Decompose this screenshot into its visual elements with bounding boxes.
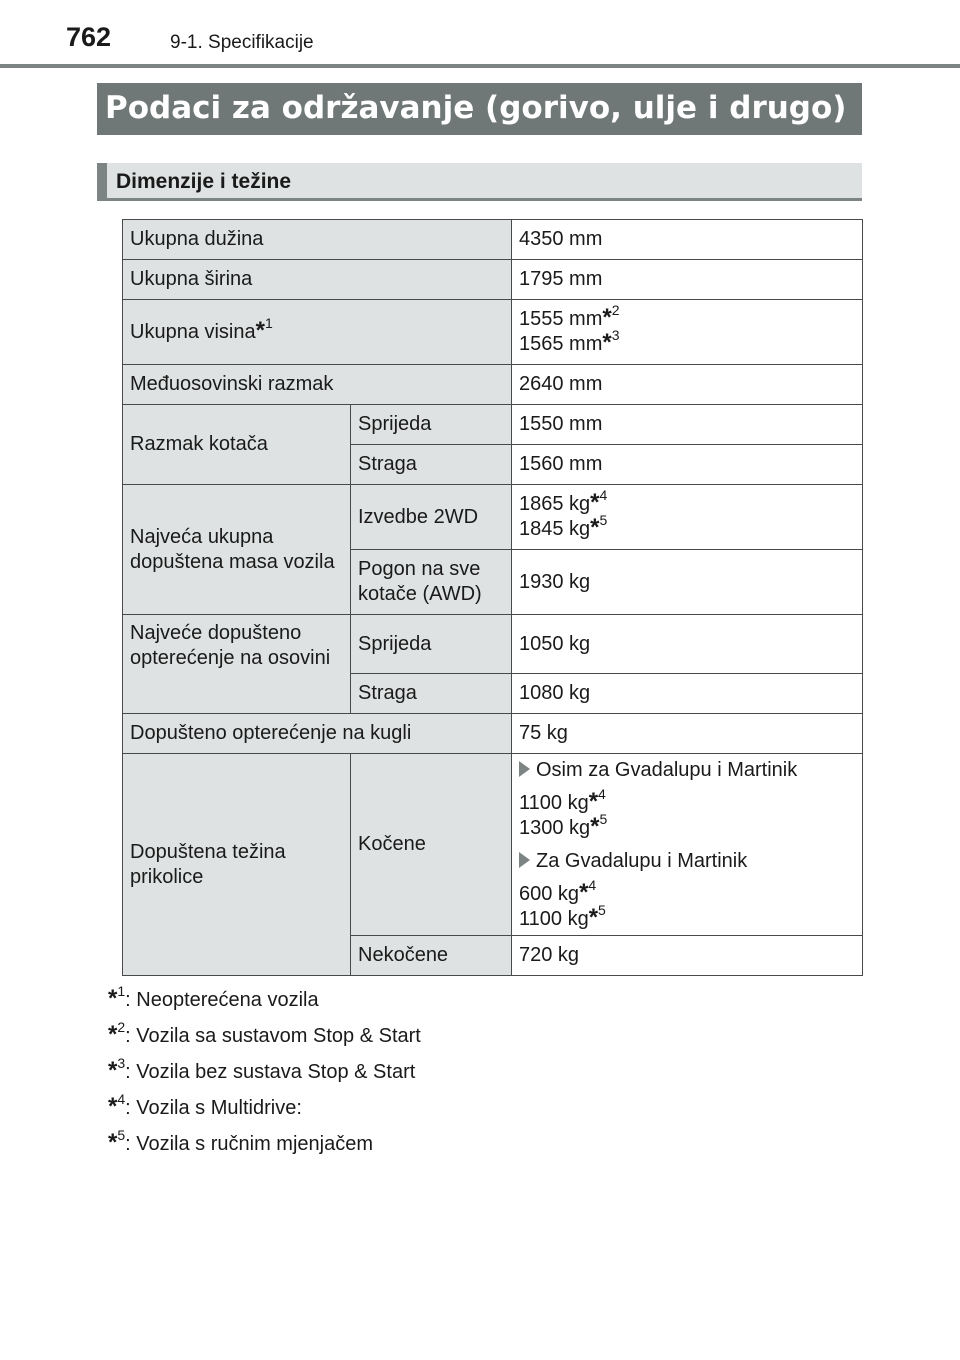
table-row [123, 300, 863, 365]
footnote-star: * [588, 903, 599, 931]
footnote-ref: 4 [588, 876, 597, 893]
gvm-2wd-value: 1865 kg [519, 493, 591, 515]
table-row [123, 220, 863, 260]
overall-width-label: Ukupna širina [123, 260, 512, 300]
footnote-star: * [579, 878, 589, 906]
footnote-star: * [108, 1093, 118, 1120]
gvm-2wd-value: 1845 kg [519, 518, 591, 540]
triangle-bullet-icon [519, 852, 530, 868]
footnote-star: * [108, 985, 118, 1012]
braked-value: 1100 kg [519, 791, 589, 814]
tread-front-label: Sprijeda [351, 405, 512, 445]
footnote-ref: 1 [264, 314, 273, 331]
overall-height-value: 1555 mm [519, 308, 603, 330]
footnote-text: : Neopterećena vozila [125, 989, 319, 1011]
footnote-text: : Vozila bez sustava Stop & Start [125, 1061, 416, 1083]
footnote-star: * [588, 787, 599, 815]
table-row [123, 615, 863, 674]
gvm-awd-value: 1930 kg [512, 550, 863, 615]
footnote [108, 1021, 421, 1057]
tread-rear-label: Straga [351, 445, 512, 485]
footnotes [108, 985, 421, 1165]
table-row [123, 714, 863, 754]
trailer-label: Dopuštena težina prikolice [123, 754, 351, 976]
footnote-ref: 3 [611, 327, 620, 344]
footnote-star: * [108, 1021, 118, 1048]
tread-rear-value: 1560 mm [512, 445, 863, 485]
gvm-2wd-values [512, 485, 863, 550]
table-row [123, 485, 863, 550]
overall-width-value: 1795 mm [512, 260, 863, 300]
footnote-star: * [108, 1057, 118, 1084]
tread-label: Razmak kotača [123, 405, 351, 485]
trailer-unbraked-value: 720 kg [512, 936, 863, 976]
footnote-ref: 5 [598, 901, 606, 918]
footnote-ref: 1 [117, 983, 126, 1000]
footnote [108, 985, 421, 1021]
footnote-star: * [590, 514, 600, 541]
footnote-text: : Vozila sa sustavom Stop & Start [125, 1025, 421, 1047]
footnote [108, 1057, 421, 1093]
gvm-label: Najveća ukupna dopuštena masa vozila [123, 485, 351, 615]
ball-load-value: 75 kg [512, 714, 863, 754]
braked-group-heading: Osim za Gvadalupu i Martinik [536, 758, 798, 781]
gvm-2wd-label: Izvedbe 2WD [351, 485, 512, 550]
section-label: 9-1. Specifikacije [170, 32, 314, 53]
wheelbase-value: 2640 mm [512, 365, 863, 405]
footnote [108, 1093, 421, 1129]
footnote-text: : Vozila s ručnim mjenjačem [125, 1133, 374, 1155]
table-row [123, 365, 863, 405]
footnote-ref: 2 [117, 1019, 126, 1036]
braked-value: 600 kg [519, 882, 580, 905]
section-subtitle: Dimenzije i težine [97, 163, 862, 201]
footnote-star: * [108, 1129, 118, 1156]
gvm-awd-label: Pogon na sve kotače (AWD) [351, 550, 512, 615]
tread-front-value: 1550 mm [512, 405, 863, 445]
page-number: 762 [66, 22, 112, 52]
axle-rear-value: 1080 kg [512, 674, 863, 714]
trailer-braked-label: Kočene [351, 754, 512, 936]
trailer-braked-values [512, 754, 863, 936]
table-row [123, 405, 863, 445]
footnote-ref: 5 [599, 810, 608, 827]
overall-height-label-cell [123, 300, 512, 365]
footnote-ref: 3 [117, 1055, 126, 1072]
footnote-ref: 4 [117, 1091, 126, 1108]
braked-value: 1100 kg [519, 907, 589, 930]
footnote-star: * [602, 329, 612, 356]
footnote-star: * [590, 812, 600, 840]
footnote-star: * [255, 316, 265, 344]
axle-front-value: 1050 kg [512, 615, 863, 674]
braked-value: 1300 kg [519, 816, 591, 839]
wheelbase-label: Međuosovinski razmak [123, 365, 512, 405]
page-title: Podaci za održavanje (gorivo, ulje i drugo) [97, 83, 862, 135]
overall-height-value: 1565 mm [519, 333, 603, 355]
trailer-unbraked-label: Nekočene [351, 936, 512, 976]
footnote-ref: 2 [611, 302, 620, 319]
axle-load-label: Najveće dopušteno opterećenje na osovini [123, 615, 351, 714]
footnote-ref: 4 [599, 487, 608, 504]
footnote [108, 1129, 421, 1165]
dimensions-weights-table [122, 219, 863, 976]
overall-length-value: 4350 mm [512, 220, 863, 260]
overall-height-label: Ukupna visina [130, 320, 256, 343]
ball-load-label: Dopušteno opterećenje na kugli [123, 714, 512, 754]
table-row [123, 754, 863, 936]
footnote-star: * [602, 304, 612, 331]
header-rule [0, 64, 960, 68]
axle-front-label: Sprijeda [351, 615, 512, 674]
footnote-text: : Vozila s Multidrive: [125, 1097, 302, 1119]
overall-length-label: Ukupna dužina [123, 220, 512, 260]
braked-group-heading: Za Gvadalupu i Martinik [536, 849, 748, 872]
footnote-ref: 5 [117, 1127, 126, 1144]
footnote-star: * [590, 489, 600, 516]
table-row [123, 260, 863, 300]
overall-height-values [512, 300, 863, 365]
triangle-bullet-icon [519, 761, 530, 777]
footnote-ref: 5 [599, 512, 608, 529]
footnote-ref: 4 [598, 785, 606, 802]
axle-rear-label: Straga [351, 674, 512, 714]
